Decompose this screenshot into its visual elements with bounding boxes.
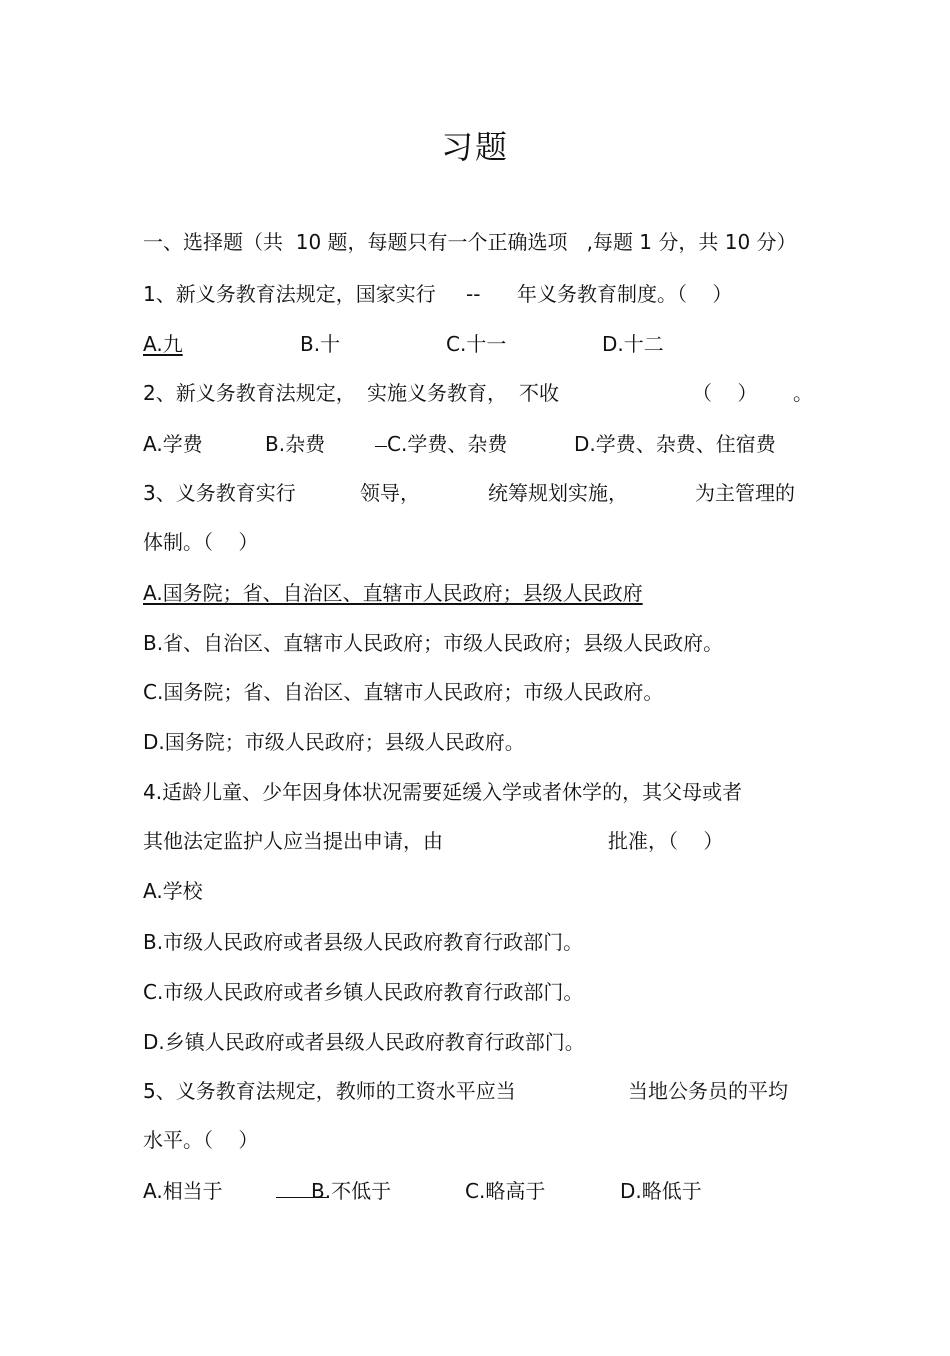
question-5-stem-part1: 5、义务教育法规定，教师的工资水平应当 xyxy=(143,1079,516,1103)
question-2-option-a: A.学费 xyxy=(143,432,203,456)
question-3-stem-part4: 为主管理的 xyxy=(695,481,795,505)
page-title: 习题 xyxy=(440,128,509,166)
question-4-option-c: C.市级人民政府或者乡镇人民政府教育行政部门。 xyxy=(143,980,584,1004)
question-5-stem xyxy=(143,1076,843,1106)
question-4-option-a: A.学校 xyxy=(143,879,203,903)
question-4-option-b: B.市级人民政府或者县级人民政府教育行政部门。 xyxy=(143,930,584,954)
question-1-stem xyxy=(143,279,843,309)
question-2-paren: （ ） xyxy=(692,381,758,405)
question-3-option-a: A.国务院；省、自治区、直辖市人民政府；县级人民政府 xyxy=(143,581,643,605)
question-3-stem-part1: 3、义务教育实行 xyxy=(143,481,296,505)
question-5-stem-part2: 当地公务员的平均 xyxy=(628,1079,788,1103)
question-4-option-d: D.乡镇人民政府或者县级人民政府教育行政部门。 xyxy=(143,1030,585,1054)
question-3-stem-part2: 领导， xyxy=(360,481,420,505)
question-1-stem-part1: 1、新义务教育法规定，国家实行 xyxy=(143,282,436,306)
question-1-option-c: C.十一 xyxy=(446,332,507,356)
question-2-answer-underline xyxy=(375,446,387,447)
question-5-options xyxy=(143,1176,843,1206)
question-4-stem-part1: 4.适龄儿童、少年因身体状况需要延缓入学或者休学的，其父母或者 xyxy=(143,780,743,804)
question-2-stem-part3: 不收 xyxy=(519,381,559,405)
question-2-option-b: B.杂费 xyxy=(265,432,326,456)
question-1-dash: -- xyxy=(466,282,481,306)
question-5-option-b: B.不低于 xyxy=(311,1179,392,1203)
question-5-option-d: D.略低于 xyxy=(620,1179,702,1203)
question-2-stem-part2: 实施义务教育， xyxy=(367,381,507,405)
question-4-stem-part2: 其他法定监护人应当提出申请，由 xyxy=(143,829,443,853)
question-5-stem-part3: 水平。（ ） xyxy=(143,1128,259,1152)
question-3-option-b: B.省、自治区、直辖市人民政府；市级人民政府；县级人民政府。 xyxy=(143,631,724,655)
question-5-option-a: A.相当于 xyxy=(143,1179,223,1203)
question-3-option-d: D.国务院；市级人民政府；县级人民政府。 xyxy=(143,730,525,754)
question-3-option-c: C.国务院；省、自治区、直辖市人民政府；市级人民政府。 xyxy=(143,680,664,704)
question-2-period: 。 xyxy=(793,381,813,405)
question-3-stem xyxy=(143,478,843,508)
question-2-option-c: C.学费、杂费 xyxy=(387,432,508,456)
question-2-options xyxy=(143,429,843,459)
question-3-stem-part5: 体制。（ ） xyxy=(143,530,259,554)
question-5-option-c: C.略高于 xyxy=(465,1179,546,1203)
question-1-option-b: B.十 xyxy=(300,332,341,356)
question-2-stem xyxy=(143,378,843,408)
question-1-options xyxy=(143,329,843,359)
question-1-option-d: D.十二 xyxy=(602,332,664,356)
question-4-stem-part3: 批准，（ ） xyxy=(608,829,724,853)
section-heading: 一、选择题（共 10 题，每题只有一个正确选项 ,每题 1 分，共 10 分） xyxy=(143,230,797,254)
question-1-stem-part2: 年义务教育制度。（ ） xyxy=(517,282,733,306)
question-4-stem xyxy=(143,826,843,856)
question-2-stem-part1: 2、新义务教育法规定， xyxy=(143,381,356,405)
question-3-stem-part3: 统筹规划实施， xyxy=(488,481,628,505)
question-2-option-d: D.学费、杂费、住宿费 xyxy=(574,432,776,456)
question-1-option-a: A.九 xyxy=(143,332,183,356)
